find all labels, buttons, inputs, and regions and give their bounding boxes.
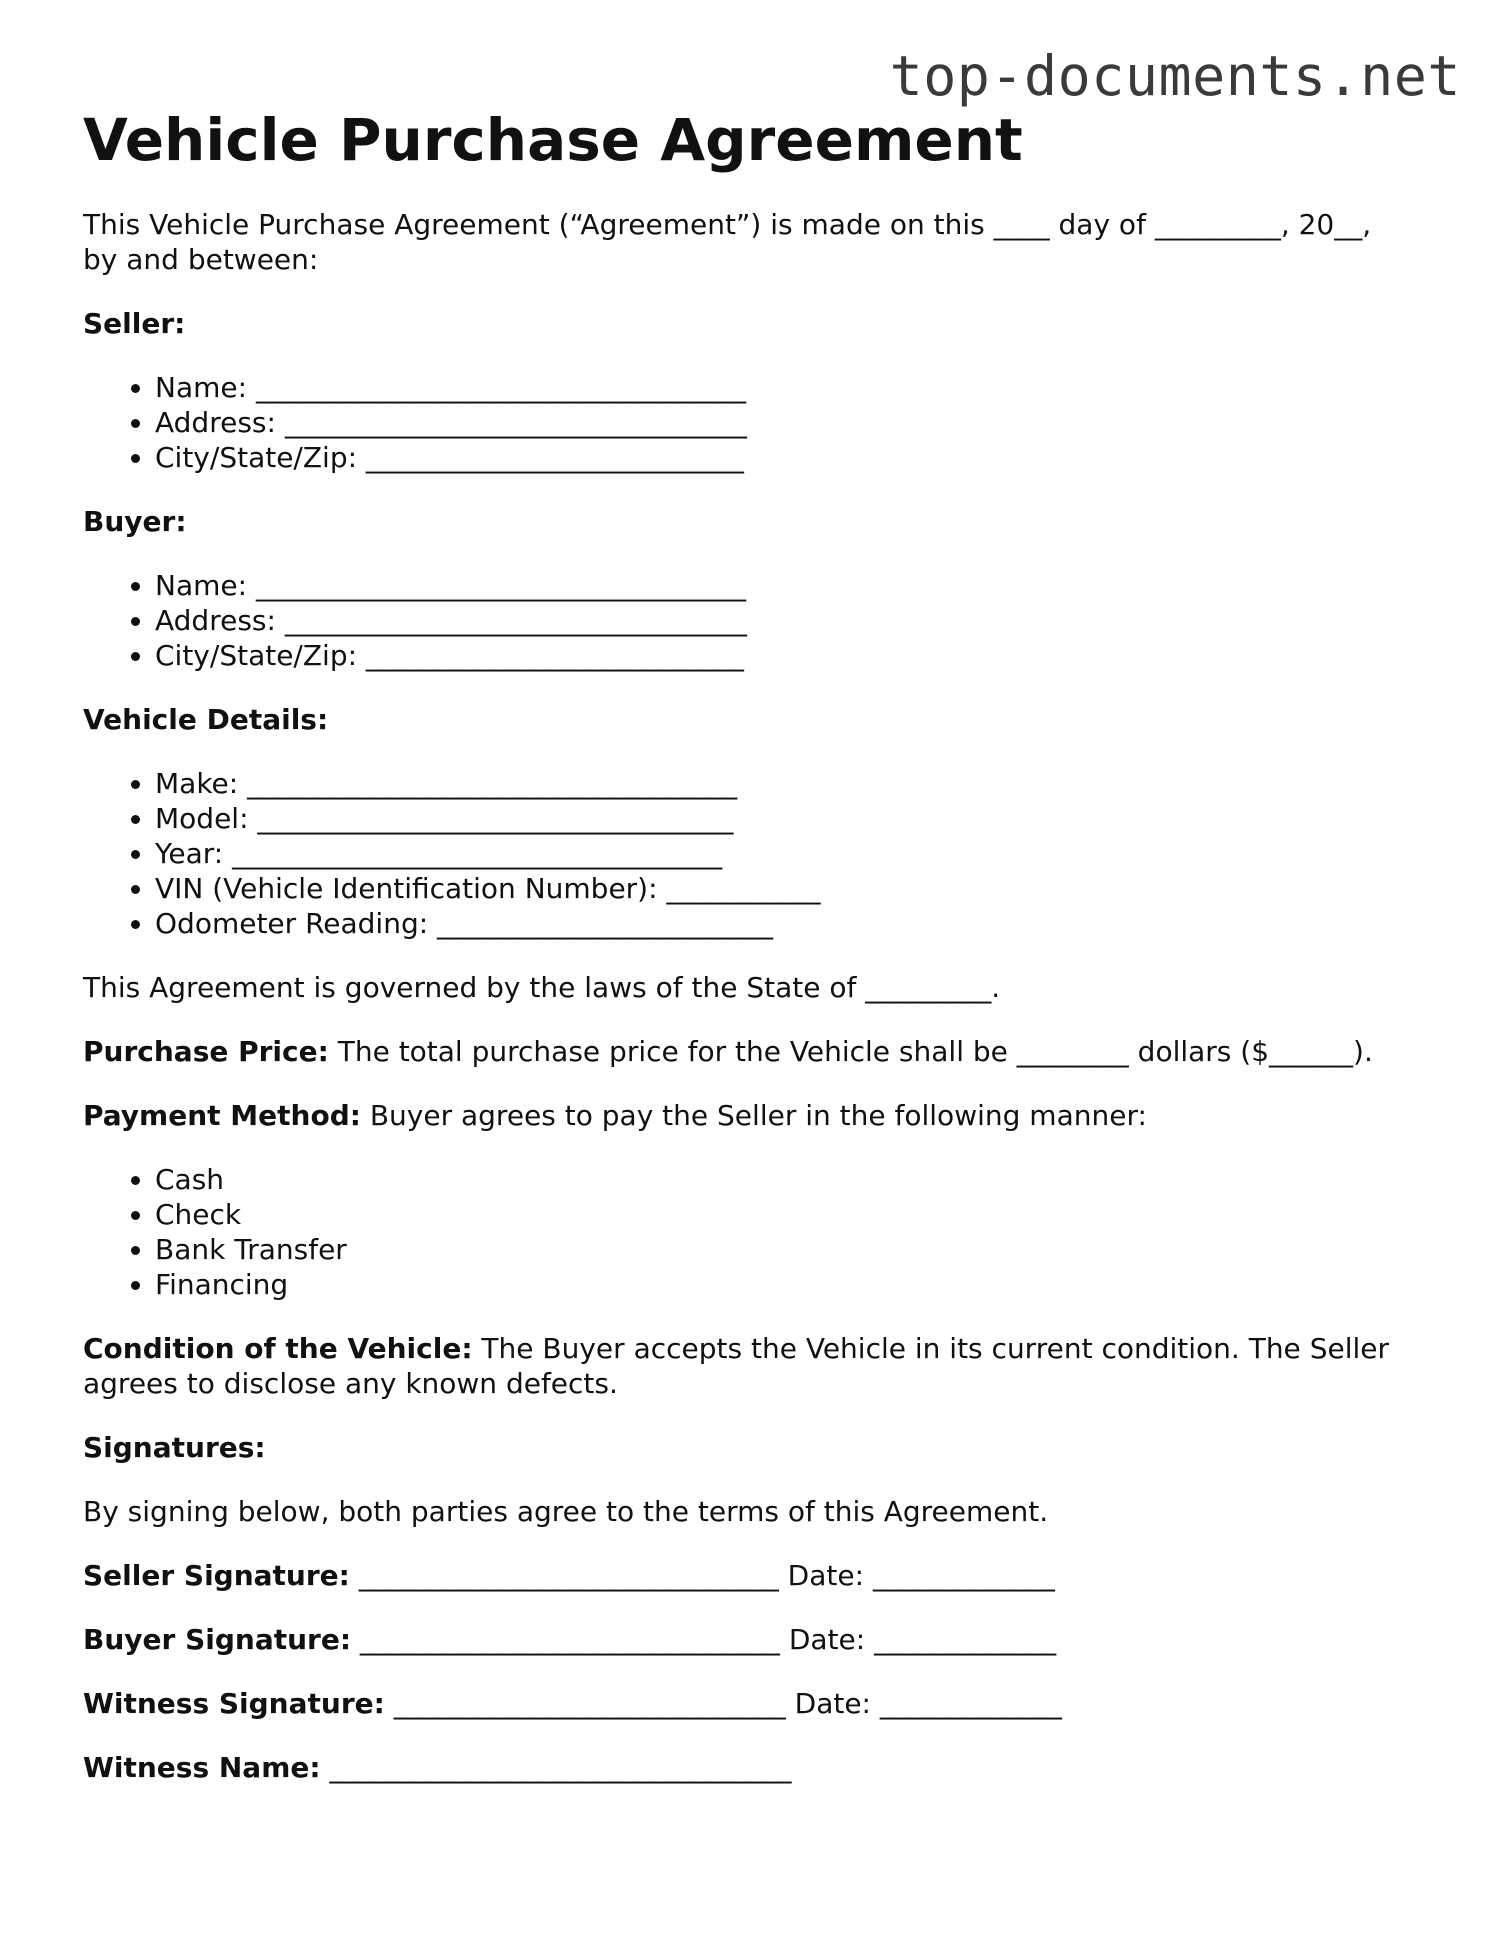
payment-option-check: • Check <box>155 1197 1413 1232</box>
seller-heading: Seller: <box>83 307 186 340</box>
purchase-price-label: Purchase Price: <box>83 1035 329 1068</box>
payment-method-text: Buyer agrees to pay the Seller in the following manner: <box>360 1099 1147 1132</box>
purchase-price-paragraph <box>83 1034 1413 1069</box>
vehicle-odometer-field: • Odometer Reading: ________________________ <box>155 906 1413 941</box>
payment-method-label: Payment Method: <box>83 1099 361 1132</box>
witness-name-line <box>83 1750 1413 1785</box>
seller-city-state-zip-field: • City/State/Zip: ___________________________ <box>155 440 1413 475</box>
payment-option-cash: • Cash <box>155 1162 1413 1197</box>
seller-name-field: • Name: ___________________________________ <box>155 370 1413 405</box>
buyer-heading: Buyer: <box>83 505 187 538</box>
seller-list <box>83 370 1413 475</box>
witness-name-blank: _________________________________ <box>320 1751 792 1784</box>
buyer-city-state-zip-field: • City/State/Zip: ___________________________ <box>155 638 1413 673</box>
witness-signature-blank: ____________________________ Date: _____________ <box>384 1687 1062 1720</box>
buyer-list <box>83 568 1413 673</box>
governing-law-paragraph: This Agreement is governed by the laws of the State of _________. <box>83 971 1001 1004</box>
vehicle-year-field: • Year: ___________________________________ <box>155 836 1413 871</box>
payment-method-paragraph <box>83 1098 1413 1133</box>
seller-signature-line <box>83 1558 1413 1593</box>
witness-signature-line <box>83 1686 1413 1721</box>
vehicle-details-list <box>83 766 1413 941</box>
buyer-signature-line <box>83 1622 1413 1657</box>
payment-option-financing: • Financing <box>155 1267 1413 1302</box>
intro-paragraph: This Vehicle Purchase Agreement (“Agreement”) is made on this ____ day of _________, 20__, by and between: <box>83 208 1372 276</box>
document-title: Vehicle Purchase Agreement <box>83 106 1023 174</box>
document-page <box>83 100 1413 1785</box>
witness-signature-label: Witness Signature: <box>83 1687 385 1720</box>
buyer-address-field: • Address: _________________________________ <box>155 603 1413 638</box>
witness-name-label: Witness Name: <box>83 1751 321 1784</box>
purchase-price-text: The total purchase price for the Vehicle shall be ________ dollars ($______). <box>328 1035 1373 1068</box>
seller-signature-blank: ______________________________ Date: _____________ <box>349 1559 1055 1592</box>
signatures-heading: Signatures: <box>83 1431 266 1464</box>
payment-method-list <box>83 1162 1413 1302</box>
buyer-name-field: • Name: ___________________________________ <box>155 568 1413 603</box>
vehicle-vin-field: • VIN (Vehicle Identification Number): ___________ <box>155 871 1413 906</box>
buyer-signature-blank: ______________________________ Date: _____________ <box>351 1623 1057 1656</box>
seller-address-field: • Address: _________________________________ <box>155 405 1413 440</box>
signatures-statement: By signing below, both parties agree to the terms of this Agreement. <box>83 1495 1049 1528</box>
condition-label: Condition of the Vehicle: <box>83 1332 473 1365</box>
vehicle-details-heading: Vehicle Details: <box>83 703 329 736</box>
watermark: top-documents.net <box>889 44 1461 108</box>
payment-option-bank-transfer: • Bank Transfer <box>155 1232 1413 1267</box>
buyer-signature-label: Buyer Signature: <box>83 1623 352 1656</box>
condition-text: The Buyer accepts the Vehicle in its current condition. The Seller agrees to disclose any known defects. <box>83 1332 1389 1400</box>
vehicle-model-field: • Model: __________________________________ <box>155 801 1413 836</box>
vehicle-make-field: • Make: ___________________________________ <box>155 766 1413 801</box>
seller-signature-label: Seller Signature: <box>83 1559 350 1592</box>
condition-paragraph <box>83 1331 1413 1401</box>
